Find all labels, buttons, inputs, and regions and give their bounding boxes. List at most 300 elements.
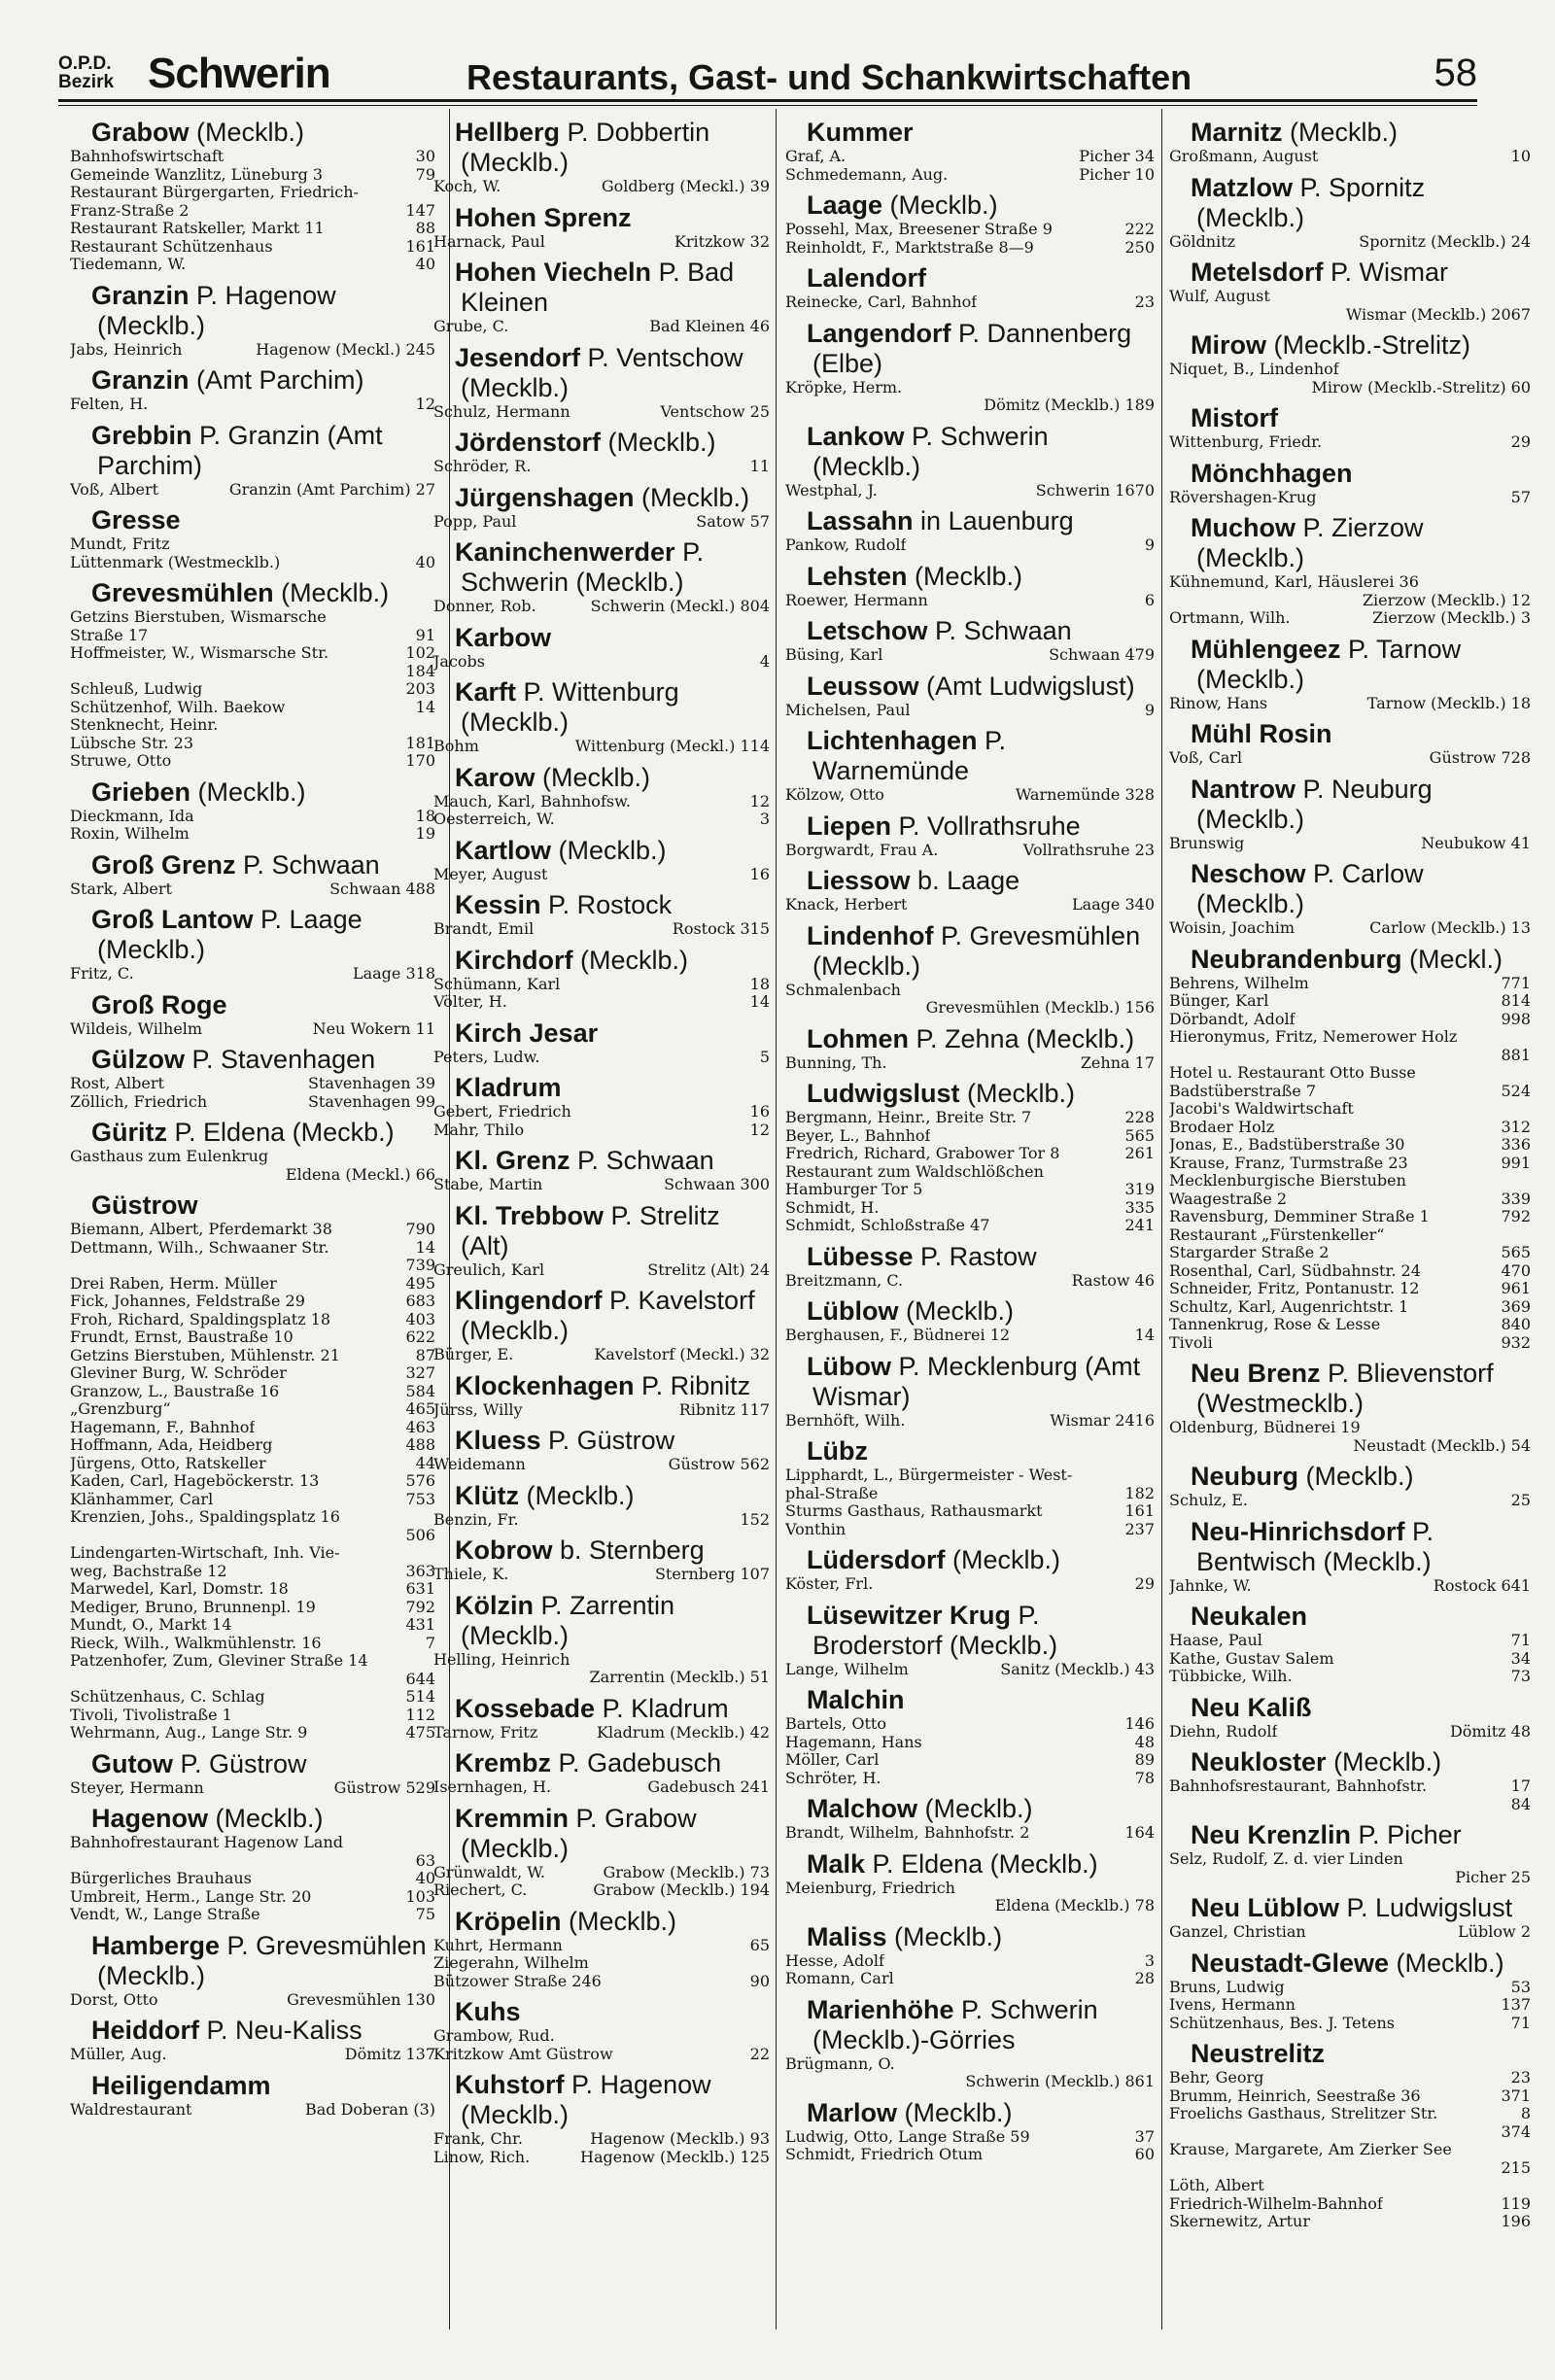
listing-row (785, 592, 1155, 610)
listing-name: Fritz, C. (70, 965, 134, 983)
listing-phone: Ribnitz 117 (678, 1399, 770, 1419)
place-heading (70, 2071, 435, 2101)
listing-name: Bützower Straße 246 (433, 1972, 602, 1990)
place-postal-note: P. Schwerin (Mecklb.) (812, 421, 1049, 481)
listing-phone: 29 (1510, 432, 1531, 451)
place-postal-note: b. Sternberg (552, 1535, 705, 1565)
listing-row (1169, 749, 1531, 768)
listing-row (1169, 1244, 1531, 1262)
header-rule-thin (58, 105, 1477, 106)
place-name: Neu Brenz (1191, 1359, 1321, 1388)
place-heading (1169, 1949, 1531, 1979)
listing-name: Hoffmann, Ada, Heidberg (70, 1436, 273, 1454)
listing-name: Roxin, Wilhelm (70, 825, 190, 843)
listing-phone (1525, 1419, 1531, 1437)
listing-row (433, 2149, 770, 2167)
place-postal-note: (Meckl.) (1401, 944, 1503, 974)
listing-phone: 991 (1501, 1153, 1531, 1172)
place-heading (785, 1545, 1155, 1575)
listing-phone: Hagenow (Mecklb.) 93 (590, 2129, 770, 2148)
listing-row (70, 1275, 435, 1293)
listing-row (70, 1328, 435, 1347)
place-name: Gresse (91, 505, 181, 535)
place-name: Neu Lüblow (1191, 1893, 1339, 1922)
listing-name: Schmidt, Friedrich Otum (785, 2146, 984, 2163)
listing-name: Restaurant Ratskeller, Markt 11 (70, 220, 325, 237)
place-postal-note: P. Spornitz (Mecklb.) (1196, 172, 1426, 232)
listing-row (70, 396, 435, 414)
place-heading (70, 777, 435, 808)
place-name: Matzlow (1191, 172, 1293, 202)
listing-phone: 241 (1124, 1216, 1155, 1234)
place-heading (433, 890, 770, 920)
listing-name: Graf, A. (785, 148, 847, 165)
listing-name: Jacobs (433, 652, 485, 671)
place-postal-note: P. Zierzow (Mecklb.) (1196, 513, 1424, 572)
listing-name: Kaden, Carl, Hageböckerstr. 13 (70, 1472, 320, 1490)
place-postal-note: P. Picher (1351, 1820, 1462, 1849)
listing-name: Koch, W. (433, 178, 501, 195)
place-name: Kröpelin (455, 1906, 562, 1936)
listing-phone: Picher 10 (1079, 164, 1155, 184)
place-heading (70, 1190, 435, 1221)
place-name: Neubrandenburg (1191, 944, 1402, 974)
place-heading (1169, 1462, 1531, 1492)
listing-name: Getzins Bierstuben, Mühlenstr. 21 (70, 1346, 340, 1364)
listing-row (1169, 1083, 1531, 1101)
listing-phone: 18 (415, 806, 435, 825)
listing-phone: 792 (1501, 1207, 1531, 1225)
place-heading (433, 1018, 770, 1049)
listing-name: „Grenzburg“ (70, 1400, 171, 1418)
place-postal-note: P. Ludwigslust (1338, 1893, 1513, 1922)
listing-phone (764, 1651, 770, 1670)
place-name: Güritz (91, 1118, 167, 1147)
place-heading (1169, 403, 1531, 433)
listing-phone: 790 (405, 1220, 435, 1238)
place-postal-note: (Mecklb.) (959, 1079, 1076, 1108)
listing-name: Haase, Paul (1169, 1632, 1262, 1649)
place-postal-note: in Lauenburg (913, 506, 1074, 535)
listing-row (70, 1906, 435, 1924)
place-name: Neustrelitz (1191, 2039, 1326, 2068)
listing-phone: Laage 318 (352, 964, 435, 983)
place-heading (1169, 945, 1531, 975)
listing-phone: Bad Kleinen 46 (649, 317, 770, 335)
listing-phone: 683 (405, 1292, 435, 1310)
place-name: Kaninchenwerder (455, 537, 675, 567)
place-postal-note: b. Laage (910, 866, 1020, 895)
listing-row (785, 842, 1155, 860)
listing-name: Mecklenburgische Bierstuben (1169, 1172, 1406, 1190)
listing-name: weg, Bachstraße 12 (70, 1562, 227, 1580)
listing-name: Knack, Herbert (785, 896, 908, 914)
listing-phone: 57 (1510, 487, 1531, 506)
listing-name: Gebert, Friedrich (433, 1103, 571, 1121)
opd-label: O.P.D. (58, 53, 112, 74)
listing-row (785, 1109, 1155, 1127)
listing-name: Stargarder Straße 2 (1169, 1244, 1330, 1261)
listing-row (433, 1778, 770, 1797)
listing-phone: Neustadt (Mecklb.) 54 (1353, 1435, 1531, 1455)
listing-row (70, 2101, 435, 2120)
listing-name: Granzow, L., Baustraße 16 (70, 1382, 280, 1400)
listing-name: Steyer, Hermann (70, 1778, 204, 1797)
listing-phone: Strelitz (Alt) 24 (647, 1259, 770, 1279)
listing-row (1169, 233, 1531, 252)
listing-phone: Rastow 46 (1071, 1270, 1155, 1290)
place-name: Karbow (455, 622, 552, 652)
listing-name: Drei Raben, Herm. Müller (70, 1274, 277, 1293)
place-postal-note: P. Dobbertin (Mecklb.) (461, 118, 710, 177)
column-3 (785, 111, 1155, 2327)
listing-phone: 6 (1144, 590, 1155, 609)
listing-phone (1525, 1172, 1531, 1190)
listing-phone: 63 (415, 1850, 435, 1870)
listing-row (1169, 148, 1531, 166)
place-name: Güstrow (91, 1190, 198, 1220)
listing-name: Reinholdt, F., Marktstraße 8—9 (785, 238, 1034, 257)
listing-row (785, 1897, 1155, 1915)
listing-phone: Wismar 2416 (1050, 1410, 1155, 1430)
listing-row (1169, 1100, 1531, 1119)
place-postal-note: (Mecklb.) (945, 1545, 1061, 1574)
listing-name: Krenzien, Johs., Spaldingsplatz 16 (70, 1508, 340, 1526)
listing-phone: 146 (1124, 1714, 1155, 1733)
page-title: Restaurants, Gast- und Schankwirtschaften (466, 57, 1192, 97)
listing-name: Vendt, W., Lange Straße (70, 1906, 260, 1923)
place-name: Lankow (807, 421, 905, 451)
place-postal-note: (Mecklb.) (907, 561, 1023, 591)
listing-name: Bahnhofswirtschaft (70, 148, 225, 165)
listing-row (70, 735, 435, 753)
place-heading (1169, 513, 1531, 573)
listing-row (70, 1852, 435, 1871)
place-postal-note: P. Schwerin (Mecklb.)-Görries (812, 1994, 1098, 2054)
listing-name: Ravensburg, Demminer Straße 1 (1169, 1208, 1430, 1225)
place-name: Grieben (91, 776, 191, 807)
listing-row (433, 458, 770, 476)
listing-row (785, 1163, 1155, 1182)
listing-phone: 12 (749, 791, 770, 811)
place-postal-note: (Mecklb.) (551, 835, 667, 865)
listing-row (70, 341, 435, 360)
listing-name: Meyer, August (433, 865, 548, 883)
listing-name: Lübsche Str. 23 (70, 734, 194, 752)
place-postal-note: P. Laage (Mecklb.) (97, 905, 363, 964)
listing-phone: Picher 34 (1079, 147, 1155, 165)
place-heading (785, 190, 1155, 221)
listing-row (1169, 1172, 1531, 1190)
listing-row (785, 1661, 1155, 1679)
place-heading (785, 811, 1155, 842)
listing-row (1169, 2105, 1531, 2123)
listing-row (1169, 1668, 1531, 1686)
listing-phone: 40 (415, 1869, 435, 1887)
place-heading (785, 1079, 1155, 1109)
place-name: Kirchdorf (455, 945, 573, 975)
listing-row (785, 2055, 1155, 2074)
listing-phone: 184 (405, 661, 435, 680)
listing-phone: 881 (1501, 1045, 1531, 1064)
place-name: Nantrow (1191, 774, 1296, 804)
place-name: Neu Kaliß (1191, 1692, 1312, 1722)
place-name: Lüsewitzer Krug (807, 1600, 1012, 1630)
listing-row (785, 166, 1155, 185)
listing-phone: 431 (405, 1615, 435, 1634)
listing-row (785, 148, 1155, 166)
listing-name: Kröpke, Herm. (785, 378, 903, 397)
listing-row (70, 1888, 435, 1907)
listing-phone: Wittenburg (Meckl.) 114 (574, 737, 770, 755)
listing-row (433, 811, 770, 829)
listing-name: Thiele, K. (433, 1566, 509, 1583)
listing-row (785, 1466, 1155, 1485)
listing-row (1169, 919, 1531, 938)
listing-phone: 23 (1510, 2068, 1531, 2087)
listing-name: Schmidt, Schloßstraße 47 (785, 1217, 990, 1234)
listing-row (785, 896, 1155, 914)
listing-row (1169, 361, 1531, 379)
listing-name: Niquet, B., Lindenhof (1169, 361, 1339, 378)
listing-row (433, 233, 770, 252)
listing-row (70, 1724, 435, 1742)
listing-phone: Güstrow 562 (668, 1455, 770, 1473)
listing-name: Froh, Richard, Spaldingsplatz 18 (70, 1310, 331, 1328)
listing-name: Stenknecht, Heinr. (70, 716, 219, 734)
listing-row (70, 1455, 435, 1473)
listing-phone: 961 (1501, 1279, 1531, 1297)
listing-name: Hoffmeister, W., Wismarsche Str. (70, 644, 329, 662)
header-rule (58, 99, 1477, 102)
place-name: Klingendorf (455, 1286, 603, 1315)
listing-name: Lindengarten-Wirtschaft, Inh. Vie- (70, 1544, 340, 1562)
listing-row (433, 1669, 770, 1687)
place-heading (70, 281, 435, 341)
listing-phone (1525, 1064, 1531, 1083)
listing-name: Büsing, Karl (785, 646, 883, 664)
listing-phone: 161 (1124, 1501, 1155, 1520)
listing-name: Restaurant „Fürstenkeller“ (1169, 1225, 1385, 1244)
listing-row (70, 1166, 435, 1185)
place-name: Neu Krenzlin (1191, 1820, 1352, 1849)
place-heading (1169, 330, 1531, 361)
place-name: Jesendorf (455, 342, 581, 372)
place-name: Heiddorf (91, 2016, 199, 2045)
listing-phone: 644 (405, 1669, 435, 1688)
place-name: Lüdersdorf (807, 1545, 946, 1574)
place-name: Neustadt-Glewe (1191, 1948, 1390, 1978)
listing-name: Bohm (433, 738, 479, 755)
listing-row (433, 1346, 770, 1364)
listing-name: Köster, Frl. (785, 1575, 874, 1593)
listing-name: Reinecke, Carl, Bahnhof (785, 293, 978, 311)
listing-phone (1525, 1850, 1531, 1869)
listing-row (70, 1707, 435, 1725)
listing-phone: 8 (1520, 2104, 1531, 2122)
listing-row (70, 644, 435, 663)
listing-phone: Rostock 315 (672, 919, 770, 938)
listing-name: Kölzow, Otto (785, 786, 884, 804)
place-heading (433, 946, 770, 976)
place-heading (1169, 1820, 1531, 1850)
listing-phone: 319 (1124, 1180, 1155, 1198)
place-name: Marlow (807, 2097, 898, 2127)
place-heading (433, 483, 770, 513)
listing-row (1169, 1190, 1531, 1209)
listing-row (1169, 1298, 1531, 1317)
listing-name: Bunning, Th. (785, 1053, 887, 1072)
place-postal-note: P. Wismar (1323, 258, 1449, 287)
listing-phone: 840 (1501, 1315, 1531, 1333)
listing-row (70, 481, 435, 500)
listing-row (1169, 695, 1531, 713)
place-heading (785, 1352, 1155, 1412)
listing-row (785, 2073, 1155, 2091)
listing-phone (1525, 2177, 1531, 2195)
place-heading (1169, 2039, 1531, 2069)
listing-phone: Kladrum (Mecklb.) 42 (597, 1722, 770, 1742)
listing-row (1169, 1723, 1531, 1742)
listing-name: Schneider, Fritz, Pontanustr. 12 (1169, 1280, 1420, 1297)
place-heading (1169, 1893, 1531, 1923)
listing-name: Dieckmann, Ida (70, 807, 194, 825)
listing-name: Badstüberstraße 7 (1169, 1082, 1317, 1100)
place-name: Granzin (91, 365, 190, 395)
listing-phone: Stavenhagen 39 (307, 1074, 435, 1092)
place-heading (785, 562, 1155, 592)
listing-row (1169, 2015, 1531, 2033)
listing-name: Schützenhaus, C. Schlag (70, 1688, 265, 1706)
place-postal-note: P. Schwaan (235, 849, 380, 880)
listing-phone: 339 (1501, 1189, 1531, 1208)
listing-name: Benzin, Fr. (433, 1510, 519, 1529)
listing-phone: 48 (1134, 1732, 1155, 1751)
listing-phone: 181 (405, 733, 435, 752)
listing-phone: Zarrentin (Mecklb.) 51 (589, 1668, 770, 1686)
column-2 (433, 111, 770, 2327)
place-postal-note: P. Bad Kleinen (461, 258, 735, 317)
listing-row (1169, 592, 1531, 610)
listing-name: Frank, Chr. (433, 2130, 523, 2148)
place-name: Letschow (807, 616, 928, 645)
place-postal-note: P. Stavenhagen (185, 1045, 376, 1074)
listing-row (785, 1054, 1155, 1073)
listing-name: Westphal, J. (785, 481, 878, 500)
listing-name: Ortmann, Wilh. (1169, 609, 1291, 627)
place-name: Lübz (807, 1436, 868, 1466)
listing-name: Bruns, Ludwig (1169, 1978, 1285, 1996)
listing-row (1169, 379, 1531, 397)
listing-phone: 14 (1134, 1326, 1155, 1344)
listing-name: Marwedel, Karl, Domstr. 18 (70, 1580, 289, 1598)
listing-phone: 3 (1144, 1950, 1155, 1970)
listing-row (1169, 1334, 1531, 1353)
place-postal-note: (Mecklb.) (535, 762, 651, 792)
listing-name: Göldnitz (1169, 232, 1236, 251)
listing-row (70, 202, 435, 221)
place-postal-note: P. Dannenberg (Elbe) (812, 318, 1132, 378)
listing-phone: Mirow (Mecklb.-Strelitz) 60 (1311, 377, 1531, 397)
listing-name: Dörbandt, Adolf (1169, 1010, 1296, 1028)
place-postal-note: P. Güstrow (172, 1748, 307, 1778)
place-heading (1169, 173, 1531, 233)
listing-row (70, 1544, 435, 1563)
place-name: Grevesmühlen (91, 578, 274, 607)
place-heading (785, 1995, 1155, 2055)
listing-phone: Vollrathsruhe 23 (1022, 840, 1155, 859)
listing-name: Restaurant zum Waldschlößchen (785, 1162, 1044, 1181)
listing-name: Wildeis, Wilhelm (70, 1019, 203, 1038)
listing-phone: 12 (415, 395, 435, 413)
place-heading (433, 1804, 770, 1864)
listing-name: Kritzkow Amt Güstrow (433, 2045, 613, 2063)
place-name: Neu-Hinrichsdorf (1191, 1516, 1405, 1546)
listing-phone: 11 (749, 457, 770, 475)
listing-row (70, 148, 435, 166)
listing-name: Bahnhofsrestaurant, Bahnhofstr. (1169, 1777, 1428, 1795)
place-postal-note: P. Ribnitz (634, 1370, 751, 1400)
listing-row (1169, 1419, 1531, 1437)
place-postal-note: P. Bentwisch (Mecklb.) (1196, 1516, 1434, 1576)
listing-phone: 28 (1134, 1969, 1155, 1987)
place-postal-note: P. Schwerin (Mecklb.) (461, 537, 705, 597)
place-name: Karow (455, 762, 536, 792)
listing-name: Mediger, Bruno, Brunnenpl. 19 (70, 1598, 316, 1616)
place-postal-note: P. Gadebusch (551, 1748, 722, 1777)
place-heading (433, 623, 770, 653)
listing-name: Mundt, Fritz (70, 535, 170, 553)
place-heading (70, 118, 435, 148)
listing-phone: 576 (405, 1471, 435, 1490)
listing-name: Schmalenbach (785, 981, 901, 999)
listing-row (70, 1148, 435, 1166)
place-postal-note: (Amt Ludwigslust) (918, 671, 1135, 701)
place-name: Kluess (455, 1426, 541, 1455)
listing-name: Voß, Carl (1169, 749, 1243, 767)
listing-name: Schmedemann, Aug. (785, 165, 949, 184)
listing-phone: 161 (405, 236, 435, 256)
place-name: Marnitz (1191, 118, 1283, 147)
listing-phone: 565 (1124, 1125, 1155, 1145)
listing-name: Hamburger Tor 5 (785, 1181, 923, 1198)
listing-name: Getzins Bierstuben, Wismarsche (70, 608, 327, 626)
place-name: Mühlengeez (1191, 634, 1341, 664)
listing-phone: 71 (1510, 2013, 1531, 2032)
listing-phone: 18 (749, 974, 770, 993)
listing-row (1169, 1650, 1531, 1669)
listing-phone: 137 (1501, 1995, 1531, 2014)
listing-row (70, 535, 435, 554)
listing-phone: 78 (1134, 1768, 1155, 1787)
listing-phone: 88 (415, 219, 435, 237)
listing-row (433, 403, 770, 422)
place-heading (433, 343, 770, 403)
listing-row (433, 2130, 770, 2149)
listing-row (1169, 2195, 1531, 2214)
listing-row (70, 1599, 435, 1617)
listing-phone: 5 (759, 1047, 770, 1066)
place-name: Hohen Sprenz (455, 202, 632, 232)
place-postal-note: P. Neuburg (Mecklb.) (1196, 774, 1433, 834)
listing-name: Grünwaldt, W. (433, 1863, 545, 1881)
listing-name: Ganzel, Christian (1169, 1923, 1306, 1941)
place-name: Heiligendamm (91, 2070, 271, 2100)
place-postal-note: (Mecklb.) (572, 945, 689, 975)
listing-phone: 514 (405, 1687, 435, 1706)
listing-name: Rosenthal, Carl, Südbahnstr. 24 (1169, 1261, 1421, 1280)
listing-phone: 30 (415, 147, 435, 165)
